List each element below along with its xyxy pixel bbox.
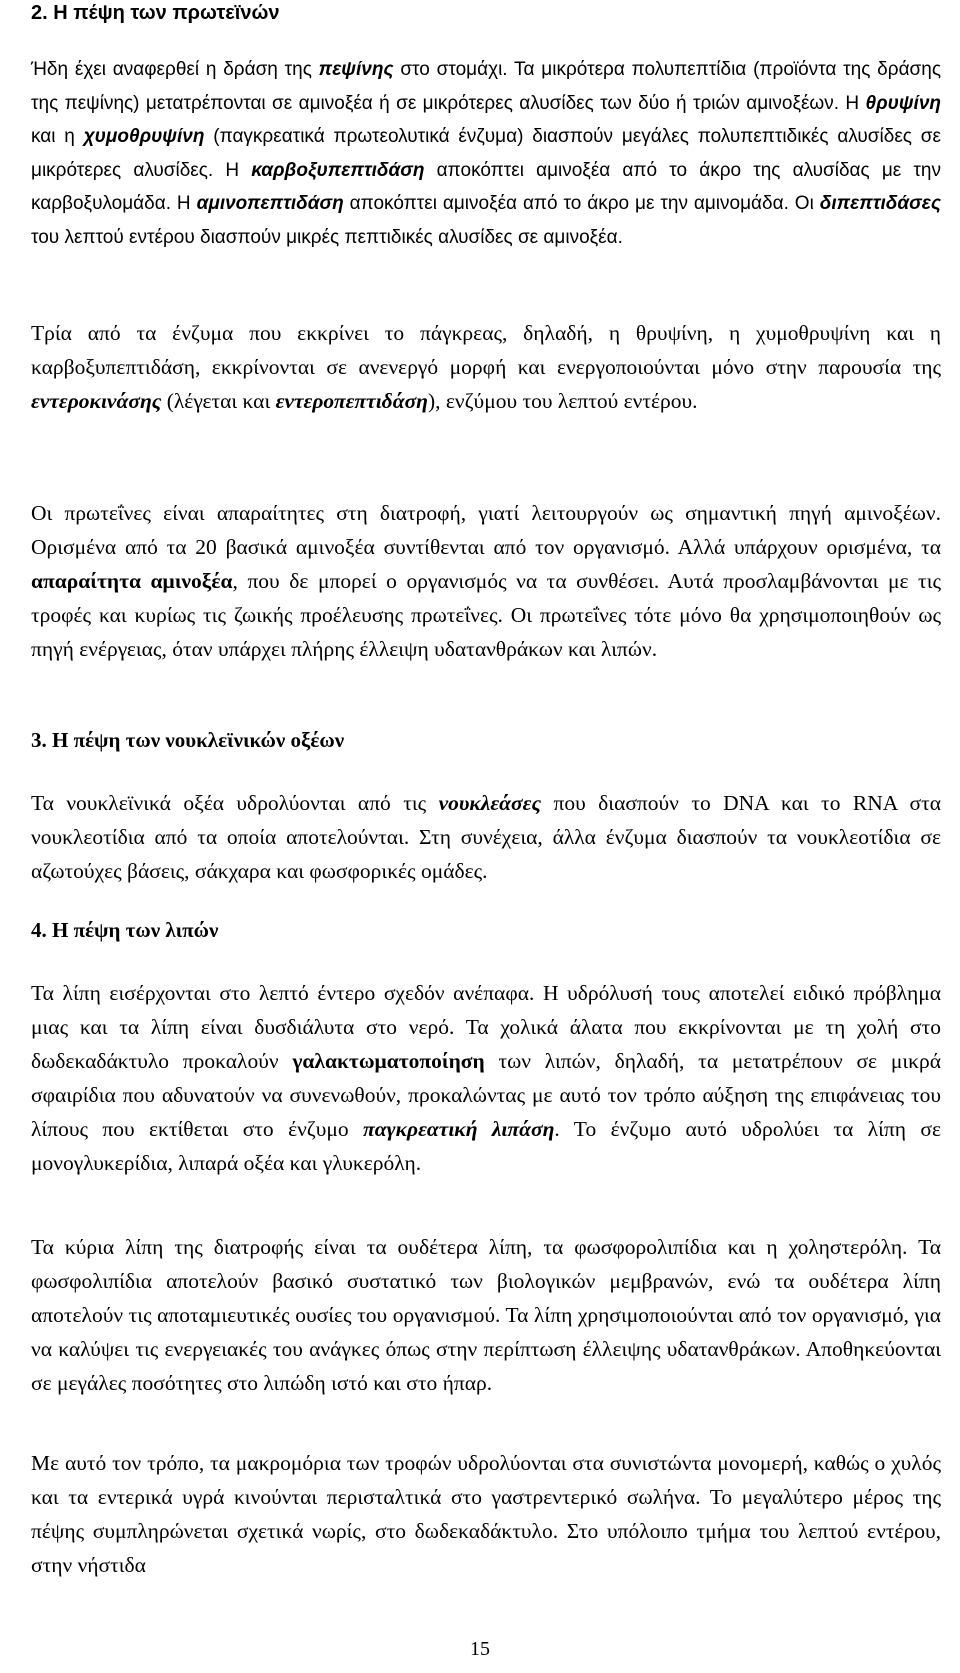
section-3-paragraph-1: Τα νουκλεϊνικά οξέα υδρολύονται από τις νουκλεάσες που διασπούν το DNA και το RNA στα νουκλεοτίδια από τα οποία αποτελούνται. Στη συνέχεια, άλλα ένζυμα διασπούν τα νουκλεοτίδια σε αζωτούχες βάσεις, σάκχαρα και φωσφορικές ομάδες. [31, 791, 941, 883]
section-2-paragraph-3: Οι πρωτεΐνες είναι απαραίτητες στη διατροφή, γιατί λειτουργούν ως σημαντική πηγή αμινοξέων. Ορισμένα από τα 20 βασικά αμινοξέα συντίθενται από τον οργανισμό. Αλλά υπάρχουν ορισμένα, τα απαραίτητα αμινοξέα, που δε μπορεί ο οργανισμός να τα συνθέσει. Αυτά προσλαμβάνονται με τις τροφές και κυρίως τις ζωικής προέλευσης πρωτεΐνες. Οι πρωτεΐνες τότε μόνο θα χρησιμοποιηθούν ως πηγή ενέργειας, όταν υπάρχει πλήρης έλλειψη υδατανθράκων και λιπών. [31, 501, 941, 661]
term-enteropeptidase: εντεροπεπτιδάση [275, 389, 428, 413]
section-4-heading: 4. Η πέψη των λιπών [31, 918, 219, 942]
term-carboxypeptidase: καρβοξυπεπτιδάση [251, 159, 425, 181]
section-2-paragraph-1: Ήδη έχει αναφερθεί η δράση της πεψίνης στο στομάχι. Τα μικρότερα πολυπεπτίδια (προϊόντα της δράσης της πεψίνης) μετατρέπονται σε αμινοξέα ή σε μικρότερες αλυσίδες των δύο ή τριών αμινοξέων. Η θρυψίνη και η χυμοθρυψίνη (παγκρεατικά πρωτεολυτικά ένζυμα) διασπούν μεγάλες πολυπεπτιδικές αλυσίδες σε μικρότερες αλυσίδες. Η καρβοξυπεπτιδάση αποκόπτει αμινοξέα από το άκρο της αλυσίδας με την καρβοξυλομάδα. Η αμινοπεπτιδάση αποκόπτει αμινοξέα από το άκρο με την αμινομάδα. Οι διπεπτιδάσες του λεπτού εντέρου διασπούν μικρές πεπτιδικές αλυσίδες σε αμινοξέα. [31, 59, 941, 248]
term-chymotrypsin: χυμοθρυψίνη [83, 126, 205, 147]
term-nucleases: νουκλεάσες [438, 791, 542, 815]
section-4-paragraph-1: Τα λίπη εισέρχονται στο λεπτό έντερο σχεδόν ανέπαφα. Η υδρόλυσή τους αποτελεί ειδικό πρόβλημα μιας και τα λίπη είναι δυσδιάλυτα στο νερό. Τα χολικά άλατα που εκκρίνονται με τη χολή στο δωδεκαδάκτυλο προκαλούν γαλακτωματοποίηση των λιπών, δηλαδή, τα μετατρέπουν σε μικρά σφαιρίδια που αδυνατούν να συνενωθούν, προκαλώντας με αυτό τον τρόπο αύξηση της επιφάνειας του λίπους που εκτίθεται στο ένζυμο παγκρεατική λιπάση. Το ένζυμο αυτό υδρολύει τα λίπη σε μονογλυκερίδια, λιπαρά οξέα και γλυκερόλη. [31, 981, 941, 1175]
section-4-paragraph-2: Τα κύρια λίπη της διατροφής είναι τα ουδέτερα λίπη, τα φωσφορολιπίδια και η χοληστερόλη. Τα φωσφολιπίδια αποτελούν βασικό συστατικό των βιολογικών μεμβρανών, ενώ τα ουδέτερα λίπη αποτελούν τις αποταμιευτικές ουσίες του οργανισμού. Τα λίπη χρησιμοποιούνται από τον οργανισμό, για να καλύψει τις ενεργειακές του ανάγκες όπως στην περίπτωση έλλειψης υδατανθράκων. Αποθηκεύονται σε μεγάλες ποσότητες στο λιπώδη ιστό και στο ήπαρ. [31, 1235, 941, 1395]
section-4-paragraph-3: Με αυτό τον τρόπο, τα μακρομόρια των τροφών υδρολύονται στα συνιστώντα μονομερή, καθώς ο χυλός και τα εντερικά υγρά κινούνται περισταλτικά στο γαστρεντερικό σωλήνα. Το μεγαλύτερο μέρος της πέψης συμπληρώνεται σχετικά νωρίς, στο δωδεκαδάκτυλο. Στο υπόλοιπο τμήμα του λεπτού εντέρου, στην νήστιδα [31, 1451, 941, 1577]
section-3-heading: 3. Η πέψη των νουκλεϊνικών οξέων [31, 728, 345, 752]
term-essential-amino-acids: απαραίτητα αμινοξέα [31, 569, 233, 593]
term-dipeptidases: διπεπτιδάσες [819, 193, 941, 214]
term-trypsin: θρυψίνη [865, 92, 941, 114]
term-pancreatic-lipase: παγκρεατική λιπάση [363, 1117, 555, 1141]
term-aminopeptidase: αμινοπεπτιδάση [196, 193, 344, 214]
section-2-paragraph-2: Τρία από τα ένζυμα που εκκρίνει το πάγκρεας, δηλαδή, η θρυψίνη, η χυμοθρυψίνη και η καρβοξυπεπτιδάση, εκκρίνονται σε ανενεργό μορφή και ενεργοποιούνται μόνο στην παρουσία της εντεροκινάσης (λέγεται και εντεροπεπτιδάση), ενζύμου του λεπτού εντέρου. [31, 321, 941, 413]
page-number: 15 [470, 1638, 490, 1660]
term-pepsin: πεψίνης [318, 59, 394, 80]
term-enterokinase: εντεροκινάσης [31, 389, 162, 413]
term-emulsification: γαλακτωματοποίηση [292, 1049, 485, 1073]
section-2-heading: 2. Η πέψη των πρωτεϊνών [31, 2, 280, 24]
